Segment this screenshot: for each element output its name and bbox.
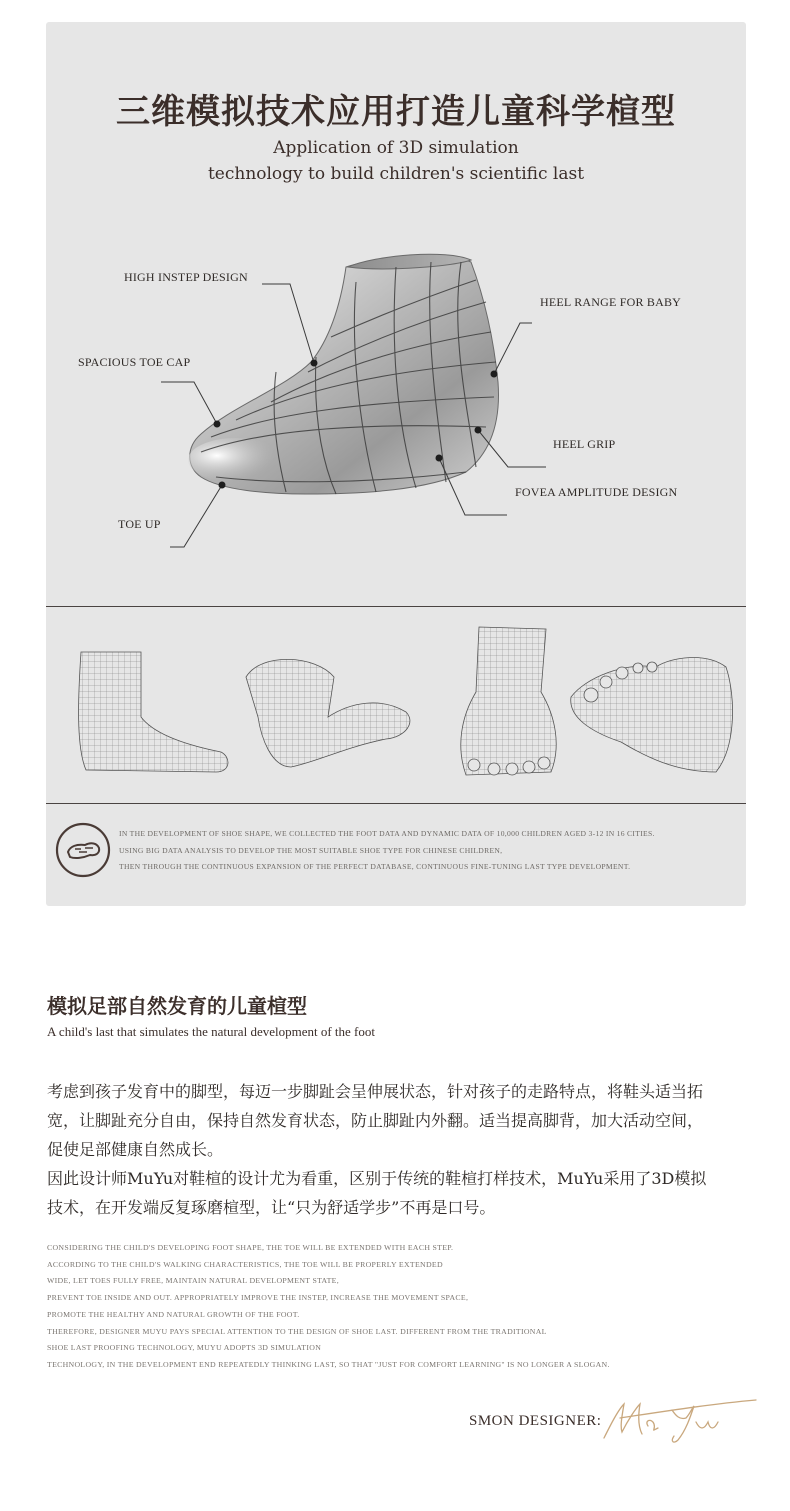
section-body-cn xyxy=(47,1077,747,1222)
data-research-note xyxy=(46,804,746,906)
title-en-line-2: technology to build children's scientific last xyxy=(207,164,585,184)
body-line: 促使足部健康自然成长。 xyxy=(47,1140,224,1159)
section-subtitle: A child's last that simulates the natural development of the foot xyxy=(47,1024,375,1039)
foot-model-front xyxy=(461,627,556,775)
foot-model-side xyxy=(79,652,228,772)
page-title: 三维模拟技术应用打造儿童科学楦型 xyxy=(116,92,676,132)
research-note-line-1: IN THE DEVELOPMENT OF SHOE SHAPE, WE COLLECTED THE FOOT DATA AND DYNAMIC DATA OF 10,000 CHILDREN AGED 3-12 IN 16 CITIES. xyxy=(119,829,655,838)
body-en-line: SHOE LAST PROOFING TECHNOLOGY, MUYU ADOPTS 3D SIMULATION xyxy=(47,1343,322,1353)
body-en-line: CONSIDERING THE CHILD'S DEVELOPING FOOT SHAPE, THE TOE WILL BE EXTENDED WITH EACH STEP. xyxy=(47,1243,454,1252)
body-line: 宽，让脚趾充分自由，保持自然发育状态，防止脚趾内外翻。适当提高脚背，加大活动空间， xyxy=(47,1111,704,1130)
body-line: 因此设计师MuYu对鞋楦的设计尤为看重，区别于传统的鞋楦打样技术，MuYu采用了3D模拟 xyxy=(47,1169,707,1188)
callout-high-instep: HIGH INSTEP DESIGN xyxy=(124,270,248,284)
designer-signature xyxy=(600,1396,760,1446)
body-en-line: PROMOTE THE HEALTHY AND NATURAL GROWTH OF THE FOOT. xyxy=(47,1309,300,1319)
callout-toe-up: TOE UP xyxy=(118,517,161,531)
body-en-line: WIDE, LET TOES FULLY FREE, MAINTAIN NATURAL DEVELOPMENT STATE, xyxy=(47,1276,339,1286)
callout-fovea: FOVEA AMPLITUDE DESIGN xyxy=(515,485,678,499)
foot-wireframes xyxy=(46,607,746,803)
body-line: 考虑到孩子发育中的脚型，每迈一步脚趾会呈伸展状态，针对孩子的走路特点，将鞋头适当拓 xyxy=(47,1082,704,1101)
body-line: 技术，在开发端反复琢磨楦型，让“只为舒适学步”不再是口号。 xyxy=(47,1198,496,1217)
shoe-last-diagram xyxy=(46,222,746,602)
section-body-en xyxy=(47,1240,747,1374)
last-feature-panel xyxy=(46,22,746,906)
section-title: 模拟足部自然发育的儿童楦型 xyxy=(47,994,307,1018)
designer-label: SMON DESIGNER: xyxy=(469,1413,602,1429)
body-en-line: TECHNOLOGY, IN THE DEVELOPMENT END REPEATEDLY THINKING LAST, SO THAT "JUST FOR COMFORT LEARNING" IS NO LONGER A SLOGAN. xyxy=(47,1359,610,1369)
body-en-line: THEREFORE, DESIGNER MUYU PAYS SPECIAL ATTENTION TO THE DESIGN OF SHOE LAST. DIFFERENT FROM THE TRADITIONAL xyxy=(47,1326,547,1336)
foot-model-heel xyxy=(246,659,410,767)
page-title-english xyxy=(46,135,746,187)
foot-model-sole xyxy=(571,658,733,772)
foot-scan-icon xyxy=(55,822,111,878)
callout-spacious-toe: SPACIOUS TOE CAP xyxy=(78,355,191,369)
body-en-line: PREVENT TOE INSIDE AND OUT. APPROPRIATELY IMPROVE THE INSTEP, INCREASE THE MOVEMENT SPACE, xyxy=(47,1293,469,1303)
callout-heel-grip: HEEL GRIP xyxy=(553,437,616,451)
research-note-line-2: USING BIG DATA ANALYSIS TO DEVELOP THE MOST SUITABLE SHOE TYPE FOR CHINESE CHILDREN, xyxy=(119,845,503,855)
foot-models-strip xyxy=(46,607,746,803)
title-en-line-1: Application of 3D simulation xyxy=(273,138,519,158)
research-note-text xyxy=(119,826,744,876)
callout-heel-range: HEEL RANGE FOR BABY xyxy=(540,295,682,309)
body-en-line: ACCORDING TO THE CHILD'S WALKING CHARACTERISTICS, THE TOE WILL BE PROPERLY EXTENDED xyxy=(47,1259,443,1269)
research-note-line-3: THEN THROUGH THE CONTINUOUS EXPANSION OF THE PERFECT DATABASE, CONTINUOUS FINE-TUNING LAST TYPE DEVELOPMENT. xyxy=(119,862,631,871)
